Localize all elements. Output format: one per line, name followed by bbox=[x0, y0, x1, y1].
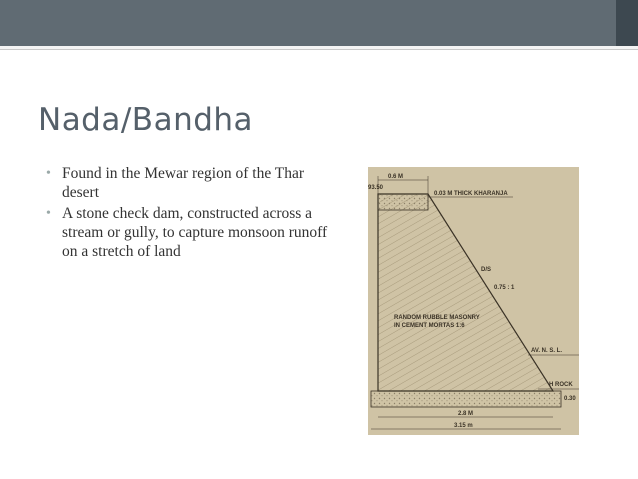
overall-width-label: 3.15 m bbox=[454, 423, 473, 429]
base-width-label: 2.8 M bbox=[458, 411, 474, 417]
slope-label: 0.75 : 1 bbox=[494, 285, 515, 291]
bullet-text: A stone check dam, constructed across a stream or gully, to capture monsoon runoff on a stretch of land bbox=[62, 205, 328, 260]
dam-cross-section-drawing bbox=[368, 167, 579, 435]
bullet-item bbox=[46, 164, 336, 202]
header-divider bbox=[0, 46, 638, 50]
av-nsl-label: AV. N. S. L. bbox=[531, 348, 563, 354]
top-width-label: 0.6 M bbox=[388, 174, 404, 180]
header-accent-block bbox=[616, 0, 638, 46]
slide-title: Nada/Bandha bbox=[38, 102, 254, 138]
dam-cross-section-figure bbox=[368, 167, 579, 435]
dam-body bbox=[378, 194, 553, 391]
kharanja-label: 0.03 M THICK KHARANJA bbox=[434, 191, 508, 197]
bullet-marker-icon: • bbox=[46, 166, 51, 181]
ds-label: D/S bbox=[481, 267, 492, 273]
depth-label: 0.30 bbox=[564, 396, 576, 402]
h-rock-label: H ROCK bbox=[549, 382, 573, 388]
bullet-marker-icon: • bbox=[46, 206, 51, 221]
masonry-label-line2: IN CEMENT MORTAS 1:6 bbox=[394, 323, 465, 329]
bullet-list bbox=[46, 164, 336, 263]
foundation-block bbox=[371, 391, 561, 407]
slide-header-bar bbox=[0, 0, 638, 46]
bullet-text: Found in the Mewar region of the Thar desert bbox=[62, 165, 305, 201]
masonry-label-line1: RANDOM RUBBLE MASONRY bbox=[394, 315, 480, 321]
level-label: 93.50 bbox=[368, 185, 384, 191]
dam-crest bbox=[378, 194, 428, 210]
bullet-item bbox=[46, 204, 336, 261]
